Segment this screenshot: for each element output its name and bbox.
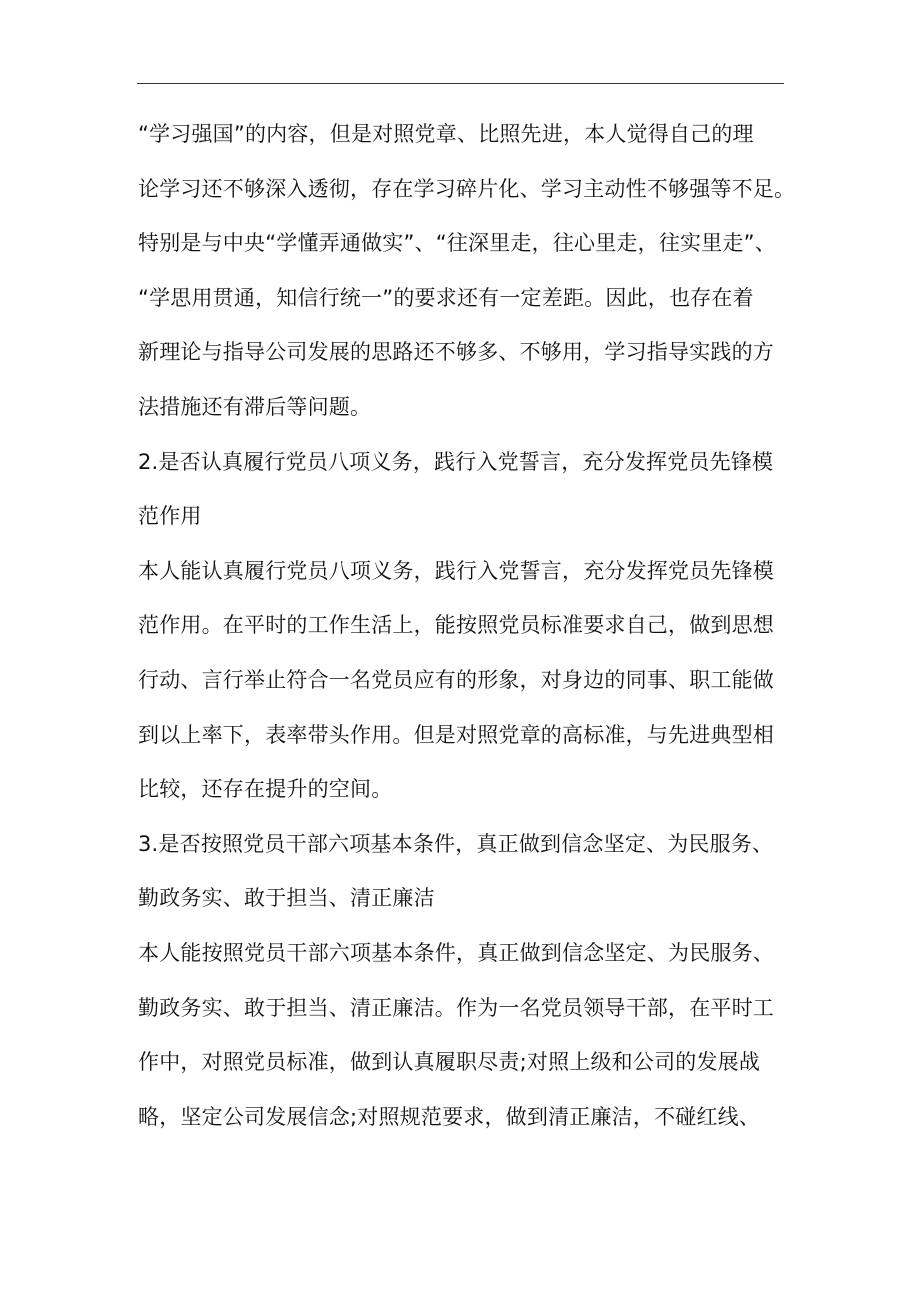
text-line: 勤政务实、敢于担当、清正廉洁。作为一名党员领导干部，在平时工	[138, 995, 774, 1020]
text-line: 法措施还有滞后等问题。	[138, 394, 372, 419]
text-line: 比较，还存在提升的空间。	[138, 777, 393, 802]
section-heading-line: 勤政务实、敢于担当、清正廉洁	[138, 886, 435, 911]
text-line: 行动、言行举止符合一名党员应有的形象，对身边的同事、职工能做	[138, 667, 774, 692]
text-line: 略，坚定公司发展信念;对照规范要求，做到清正廉洁，不碰红线、	[138, 1104, 761, 1129]
header-divider	[137, 83, 784, 84]
text-line: 范作用。在平时的工作生活上，能按照党员标准要求自己，做到思想	[138, 613, 774, 638]
text-line: “学习强国”的内容，但是对照党章、比照先进，本人觉得自己的理	[138, 122, 754, 146]
section-heading-line: 3.是否按照党员干部六项基本条件，真正做到信念坚定、为民服务、	[138, 831, 774, 856]
document-body	[138, 111, 798, 1148]
section-heading-line: 范作用	[138, 504, 202, 529]
text-line: 本人能认真履行党员八项义务，践行入党誓言，充分发挥党员先锋模	[138, 558, 774, 583]
text-line: 作中，对照党员标准，做到认真履职尽责;对照上级和公司的发展战	[138, 1050, 761, 1075]
text-line: 论学习还不够深入透彻，存在学习碎片化、学习主动性不够强等不足。	[138, 176, 796, 201]
text-line: 本人能按照党员干部六项基本条件，真正做到信念坚定、为民服务、	[138, 940, 774, 965]
text-line: 特别是与中央“学懂弄通做实”、“往深里走，往心里走，往实里走”、	[138, 231, 776, 256]
text-line: 新理论与指导公司发展的思路还不够多、不够用，学习指导实践的方	[138, 340, 774, 365]
section-heading-line: 2.是否认真履行党员八项义务，践行入党誓言，充分发挥党员先锋模	[138, 449, 774, 474]
text-line: “学思用贯通，知信行统一”的要求还有一定差距。因此，也存在着	[138, 285, 754, 310]
text-line: 到以上率下，表率带头作用。但是对照党章的高标准，与先进典型相	[138, 722, 774, 747]
